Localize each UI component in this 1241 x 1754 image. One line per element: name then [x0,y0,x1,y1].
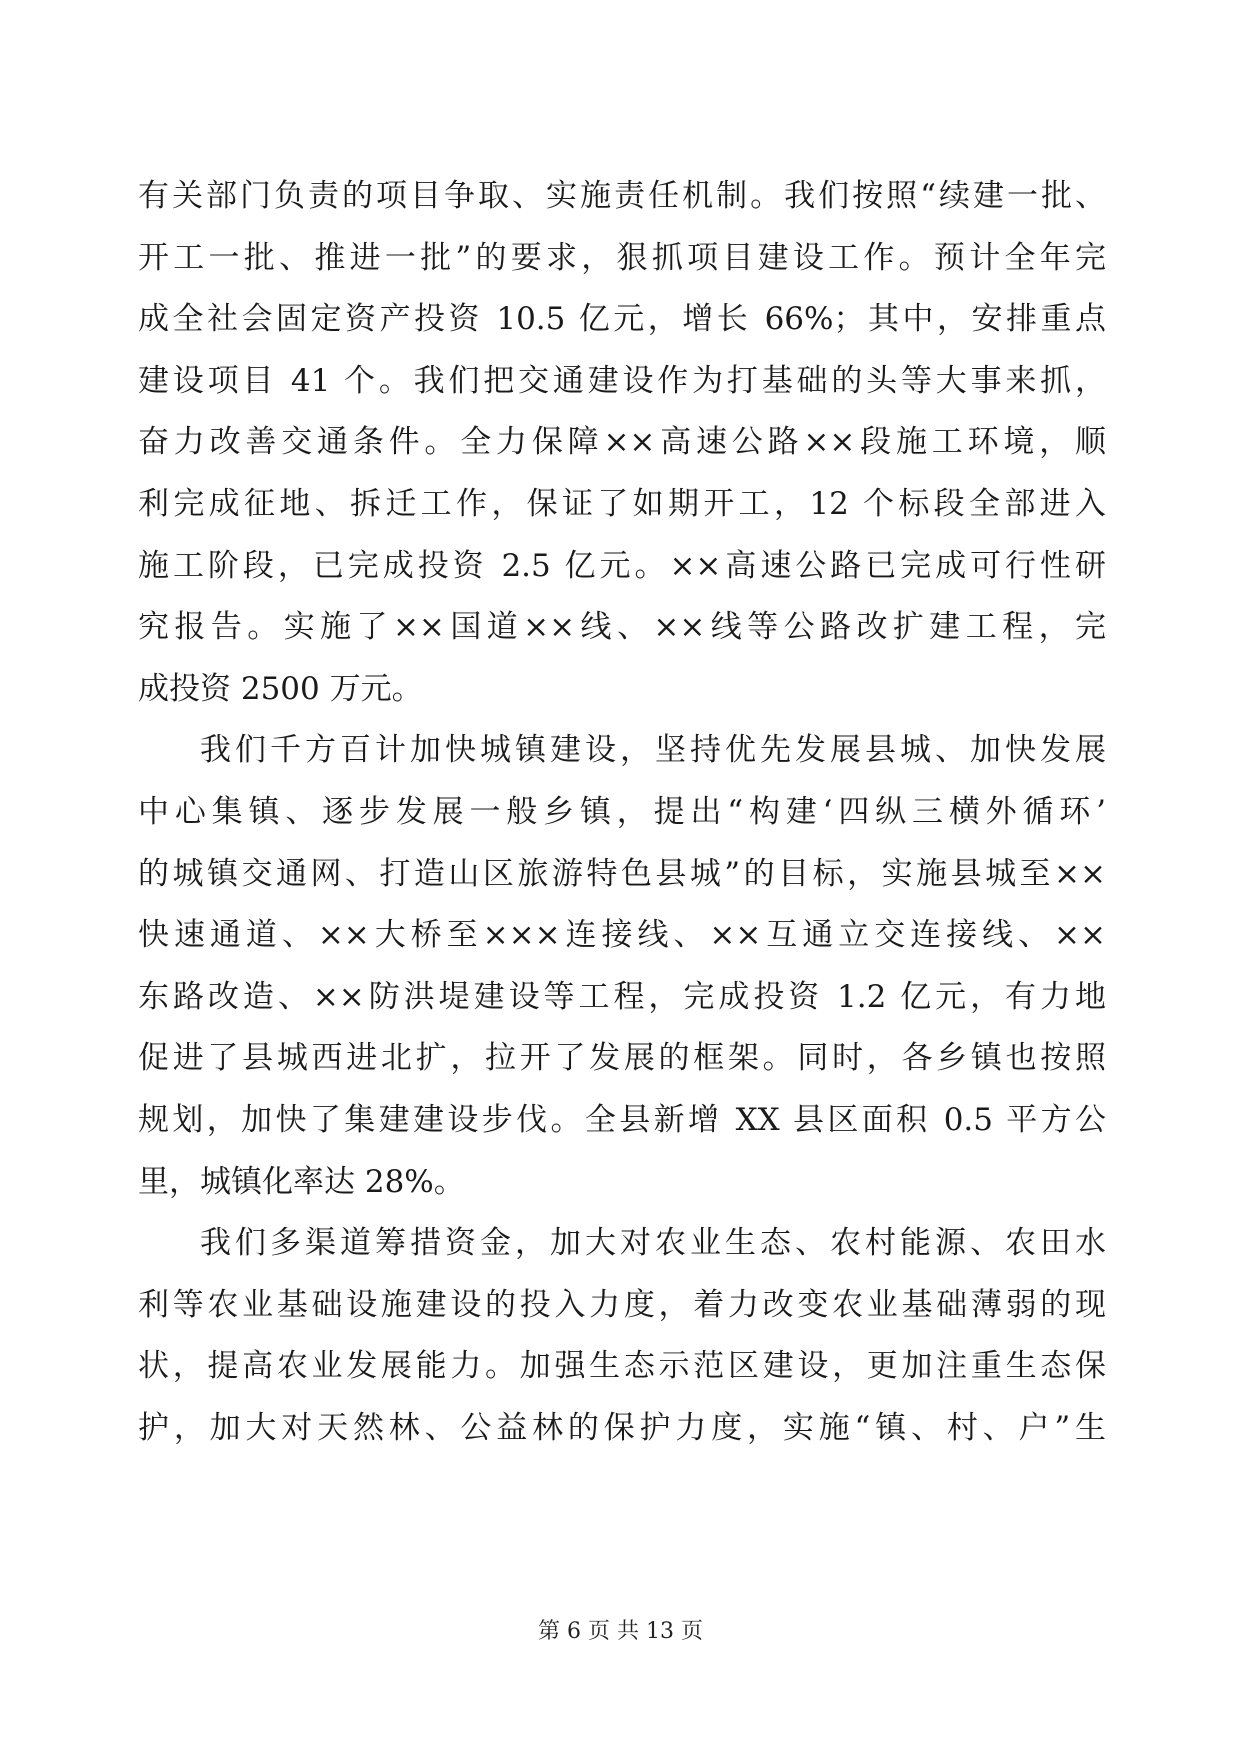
paragraph-3-line-1: 我们多渠道筹措资金，加大对农业生态、农村能源、农田水 [200,1225,1106,1262]
paragraph-2-line-2: 中心集镇、逐步发展一般乡镇，提出“构建‘四纵三横外循环’ [138,793,1106,830]
paragraph-2-line-4: 快速通道、××大桥至×××连接线、××互通立交连接线、×× [138,917,1106,954]
paragraph-2-line-7: 规划，加快了集建建设步伐。全县新增 XX 县区面积 0.5 平方公 [138,1101,1106,1138]
paragraph-3-line-3: 状，提高农业发展能力。加强生态示范区建设，更加注重生态保 [138,1348,1106,1385]
body-text [138,166,1106,1459]
paragraph-1-line-3: 成全社会固定资产投资 10.5 亿元，增长 66%；其中，安排重点 [138,301,1106,338]
paragraph-1-line-5: 奋力改善交通条件。全力保障××高速公路××段施工环境，顺 [138,424,1106,461]
paragraph-1-line-6: 利完成征地、拆迁工作，保证了如期开工，12 个标段全部进入 [138,485,1106,522]
paragraph-3-line-2: 利等农业基础设施建设的投入力度，着力改变农业基础薄弱的现 [138,1286,1106,1323]
paragraph-1-line-7: 施工阶段，已完成投资 2.5 亿元。××高速公路已完成可行性研 [138,547,1106,584]
paragraph-2-line-5: 东路改造、××防洪堤建设等工程，完成投资 1.2 亿元，有力地 [138,978,1106,1015]
paragraph-3-line-4: 护，加大对天然林、公益林的保护力度，实施“镇、村、户”生 [138,1409,1106,1446]
paragraph-2-line-1: 我们千方百计加快城镇建设，坚持优先发展县城、加快发展 [200,732,1106,769]
paragraph-1-line-9: 成投资 2500 万元。 [138,670,423,707]
paragraph-1-line-2: 开工一批、推进一批”的要求，狠抓项目建设工作。预计全年完 [138,239,1106,276]
paragraph-2-line-6: 促进了县城西进北扩，拉开了发展的框架。同时，各乡镇也按照 [138,1040,1106,1077]
paragraph-1-line-8: 究报告。实施了××国道××线、××线等公路改扩建工程，完 [138,609,1106,646]
paragraph-2-line-3: 的城镇交通网、打造山区旅游特色县城”的目标，实施县城至×× [138,855,1106,892]
paragraph-1-line-1: 有关部门负责的项目争取、实施责任机制。我们按照“续建一批、 [138,178,1106,214]
paragraph-2-line-8: 里，城镇化率达 28%。 [138,1163,465,1200]
page-number-footer: 第 6 页 共 13 页 [538,1619,703,1644]
paragraph-1-line-4: 建设项目 41 个。我们把交通建设作为打基础的头等大事来抓， [138,362,1106,399]
